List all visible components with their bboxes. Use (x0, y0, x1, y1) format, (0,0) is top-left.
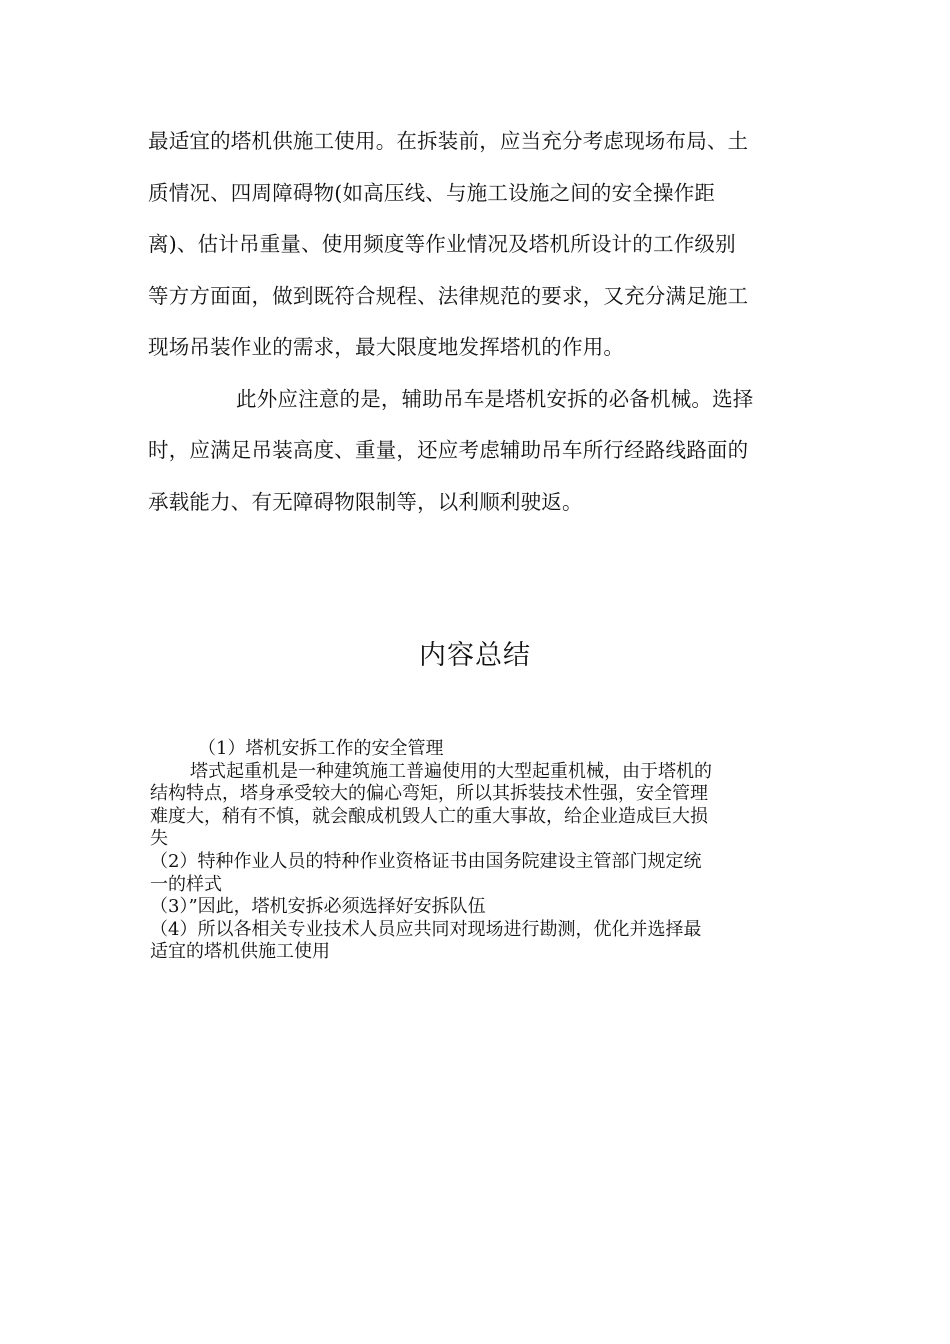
summary-item: （2）特种作业人员的特种作业资格证书由国务院建设主管部门规定统 (150, 850, 702, 872)
summary-item: （3）”因此，塔机安拆必须选择好安拆队伍 (150, 896, 486, 918)
summary-line: 失 (150, 828, 168, 850)
summary-line: 适宜的塔机供施工使用 (150, 941, 330, 963)
summary-line: 一的样式 (150, 873, 222, 895)
summary-line: 塔式起重机是一种建筑施工普遍使用的大型起重机械，由于塔机的 (190, 760, 712, 782)
paragraph-line: 此外应注意的是，辅助吊车是塔机安拆的必备机械。选择 (236, 386, 754, 411)
summary-item: （4）所以各相关专业技术人员应共同对现场进行勘测，优化并选择最 (150, 918, 702, 940)
paragraph-line: 承载能力、有无障碍物限制等，以利顺利驶返。 (148, 489, 583, 514)
summary-item: （1）塔机安拆工作的安全管理 (198, 738, 444, 759)
paragraph-line: 等方方面面，做到既符合规程、法律规范的要求，又充分满足施工 (148, 283, 749, 308)
paragraph-line: 时，应满足吊装高度、重量，还应考虑辅助吊车所行经路线路面的 (148, 438, 749, 462)
paragraph-line: 现场吊装作业的需求，最大限度地发挥塔机的作用。 (148, 335, 625, 359)
summary-title: 内容总结 (419, 640, 531, 671)
paragraph-line: 质情况、四周障碍物(如高压线、与施工设施之间的安全操作距 (148, 180, 716, 205)
summary-list (150, 738, 810, 964)
paragraph-line: 离)、估计吊重量、使用频度等作业情况及塔机所设计的工作级别 (148, 232, 736, 256)
body-text (148, 116, 808, 528)
paragraph-line: 最适宜的塔机供施工使用。在拆装前，应当充分考虑现场布局、土 (148, 129, 749, 153)
summary-line: 结构特点，塔身承受较大的偏心弯矩，所以其拆装技术性强，安全管理 (150, 783, 708, 805)
summary-line: 难度大，稍有不慎，就会酿成机毁人亡的重大事故，给企业造成巨大损 (150, 805, 708, 827)
